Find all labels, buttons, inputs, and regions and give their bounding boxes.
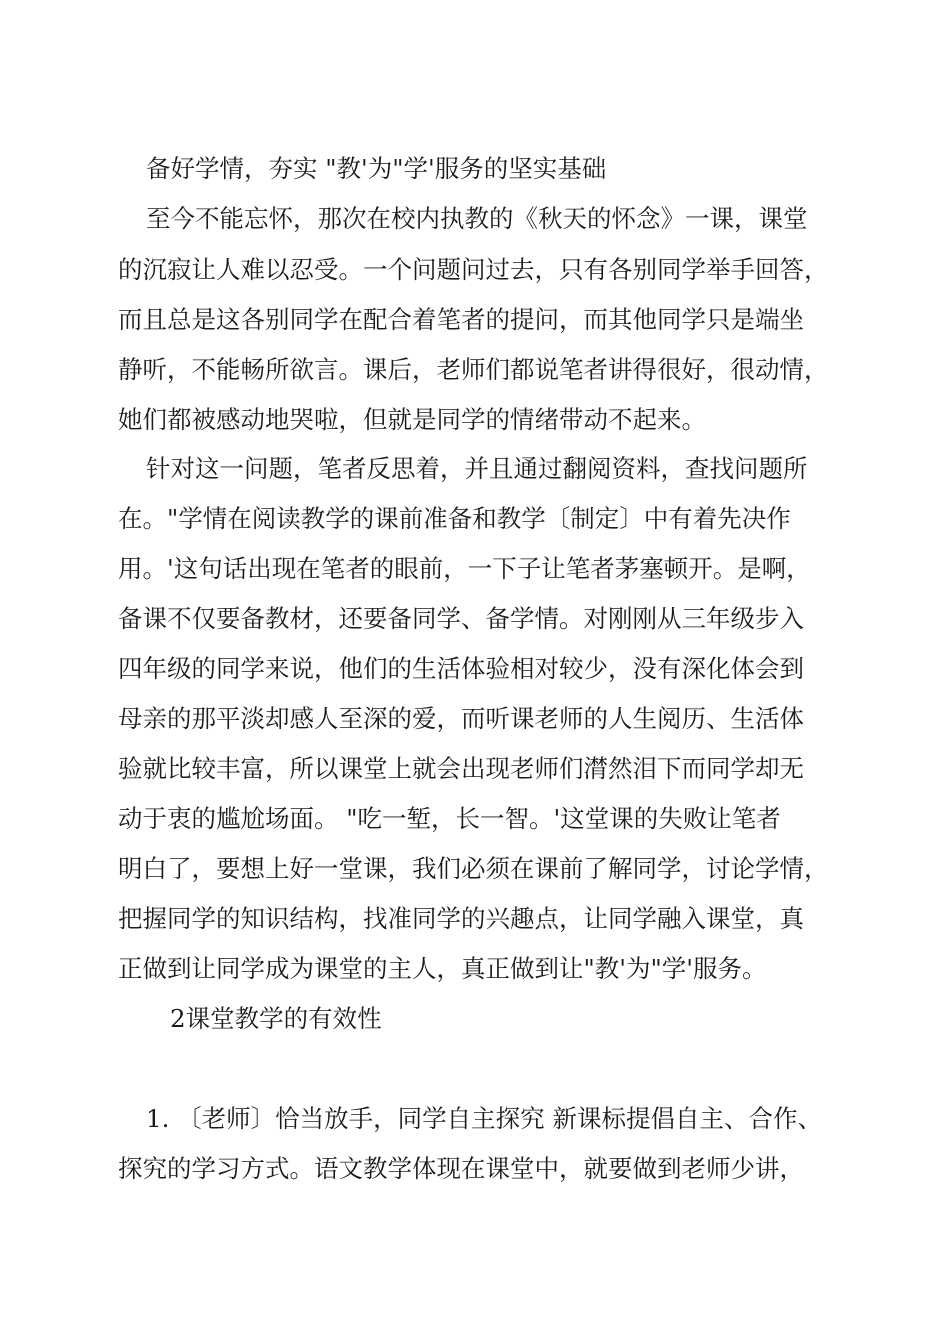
paragraph-line: 她们都被感动地哭啦，但就是同学的情绪带动不起来。 [118, 405, 706, 434]
paragraph-line: 四年级的同学来说，他们的生活体验相对较少，没有深化体会到 [118, 654, 804, 683]
paragraph-line: 针对这一问题，笔者反思着，并且通过翻阅资料，查找问题所 [146, 454, 808, 483]
paragraph-line: 的沉寂让人难以忍受。一个问题问过去，只有各别同学举手回答， [118, 255, 829, 284]
paragraph-line: 在。"学情在阅读教学的课前准备和教学〔制定〕中有着先决作 [118, 504, 791, 533]
paragraph-line: 静听，不能畅所欲言。课后，老师们都说笔者讲得很好，很动情， [118, 355, 829, 384]
paragraph-line: 明白了，要想上好一堂课，我们必须在课前了解同学，讨论学情， [118, 854, 829, 883]
paragraph-line: 探究的学习方式。语文教学体现在课堂中，就要做到老师少讲， [118, 1154, 804, 1183]
paragraph-line: 至今不能忘怀，那次在校内执教的《秋天的怀念》一课，课堂 [146, 204, 808, 233]
section-heading: 备好学情，夯实 "教'为"学'服务的坚实基础 [146, 154, 607, 183]
paragraph-line: 正做到让同学成为课堂的主人，真正做到让"教'为"学'服务。 [118, 954, 767, 983]
paragraph-line: 用。'这句话出现在笔者的眼前，一下子让笔者茅塞顿开。是啊， [118, 554, 811, 583]
paragraph-line: 验就比较丰富，所以课堂上就会出现老师们潸然泪下而同学却无 [118, 754, 804, 783]
paragraph-line: 而且总是这各别同学在配合着笔者的提问，而其他同学只是端坐 [118, 305, 804, 334]
paragraph-line: 把握同学的知识结构，找准同学的兴趣点，让同学融入课堂，真 [118, 904, 804, 933]
paragraph-line: 动于衷的尴尬场面。 "吃一堑，长一智。'这堂课的失败让笔者 [118, 804, 781, 833]
section-heading: 2课堂教学的有效性 [170, 1004, 382, 1033]
paragraph-line: 母亲的那平淡却感人至深的爱，而听课老师的人生阅历、生活体 [118, 704, 804, 733]
paragraph-line: 备课不仅要备教材，还要备同学、备学情。对刚刚从三年级步入 [118, 604, 804, 633]
numbered-item-line: 1. 〔老师〕恰当放手，同学自主探究 新课标提倡自主、合作、 [146, 1104, 822, 1133]
